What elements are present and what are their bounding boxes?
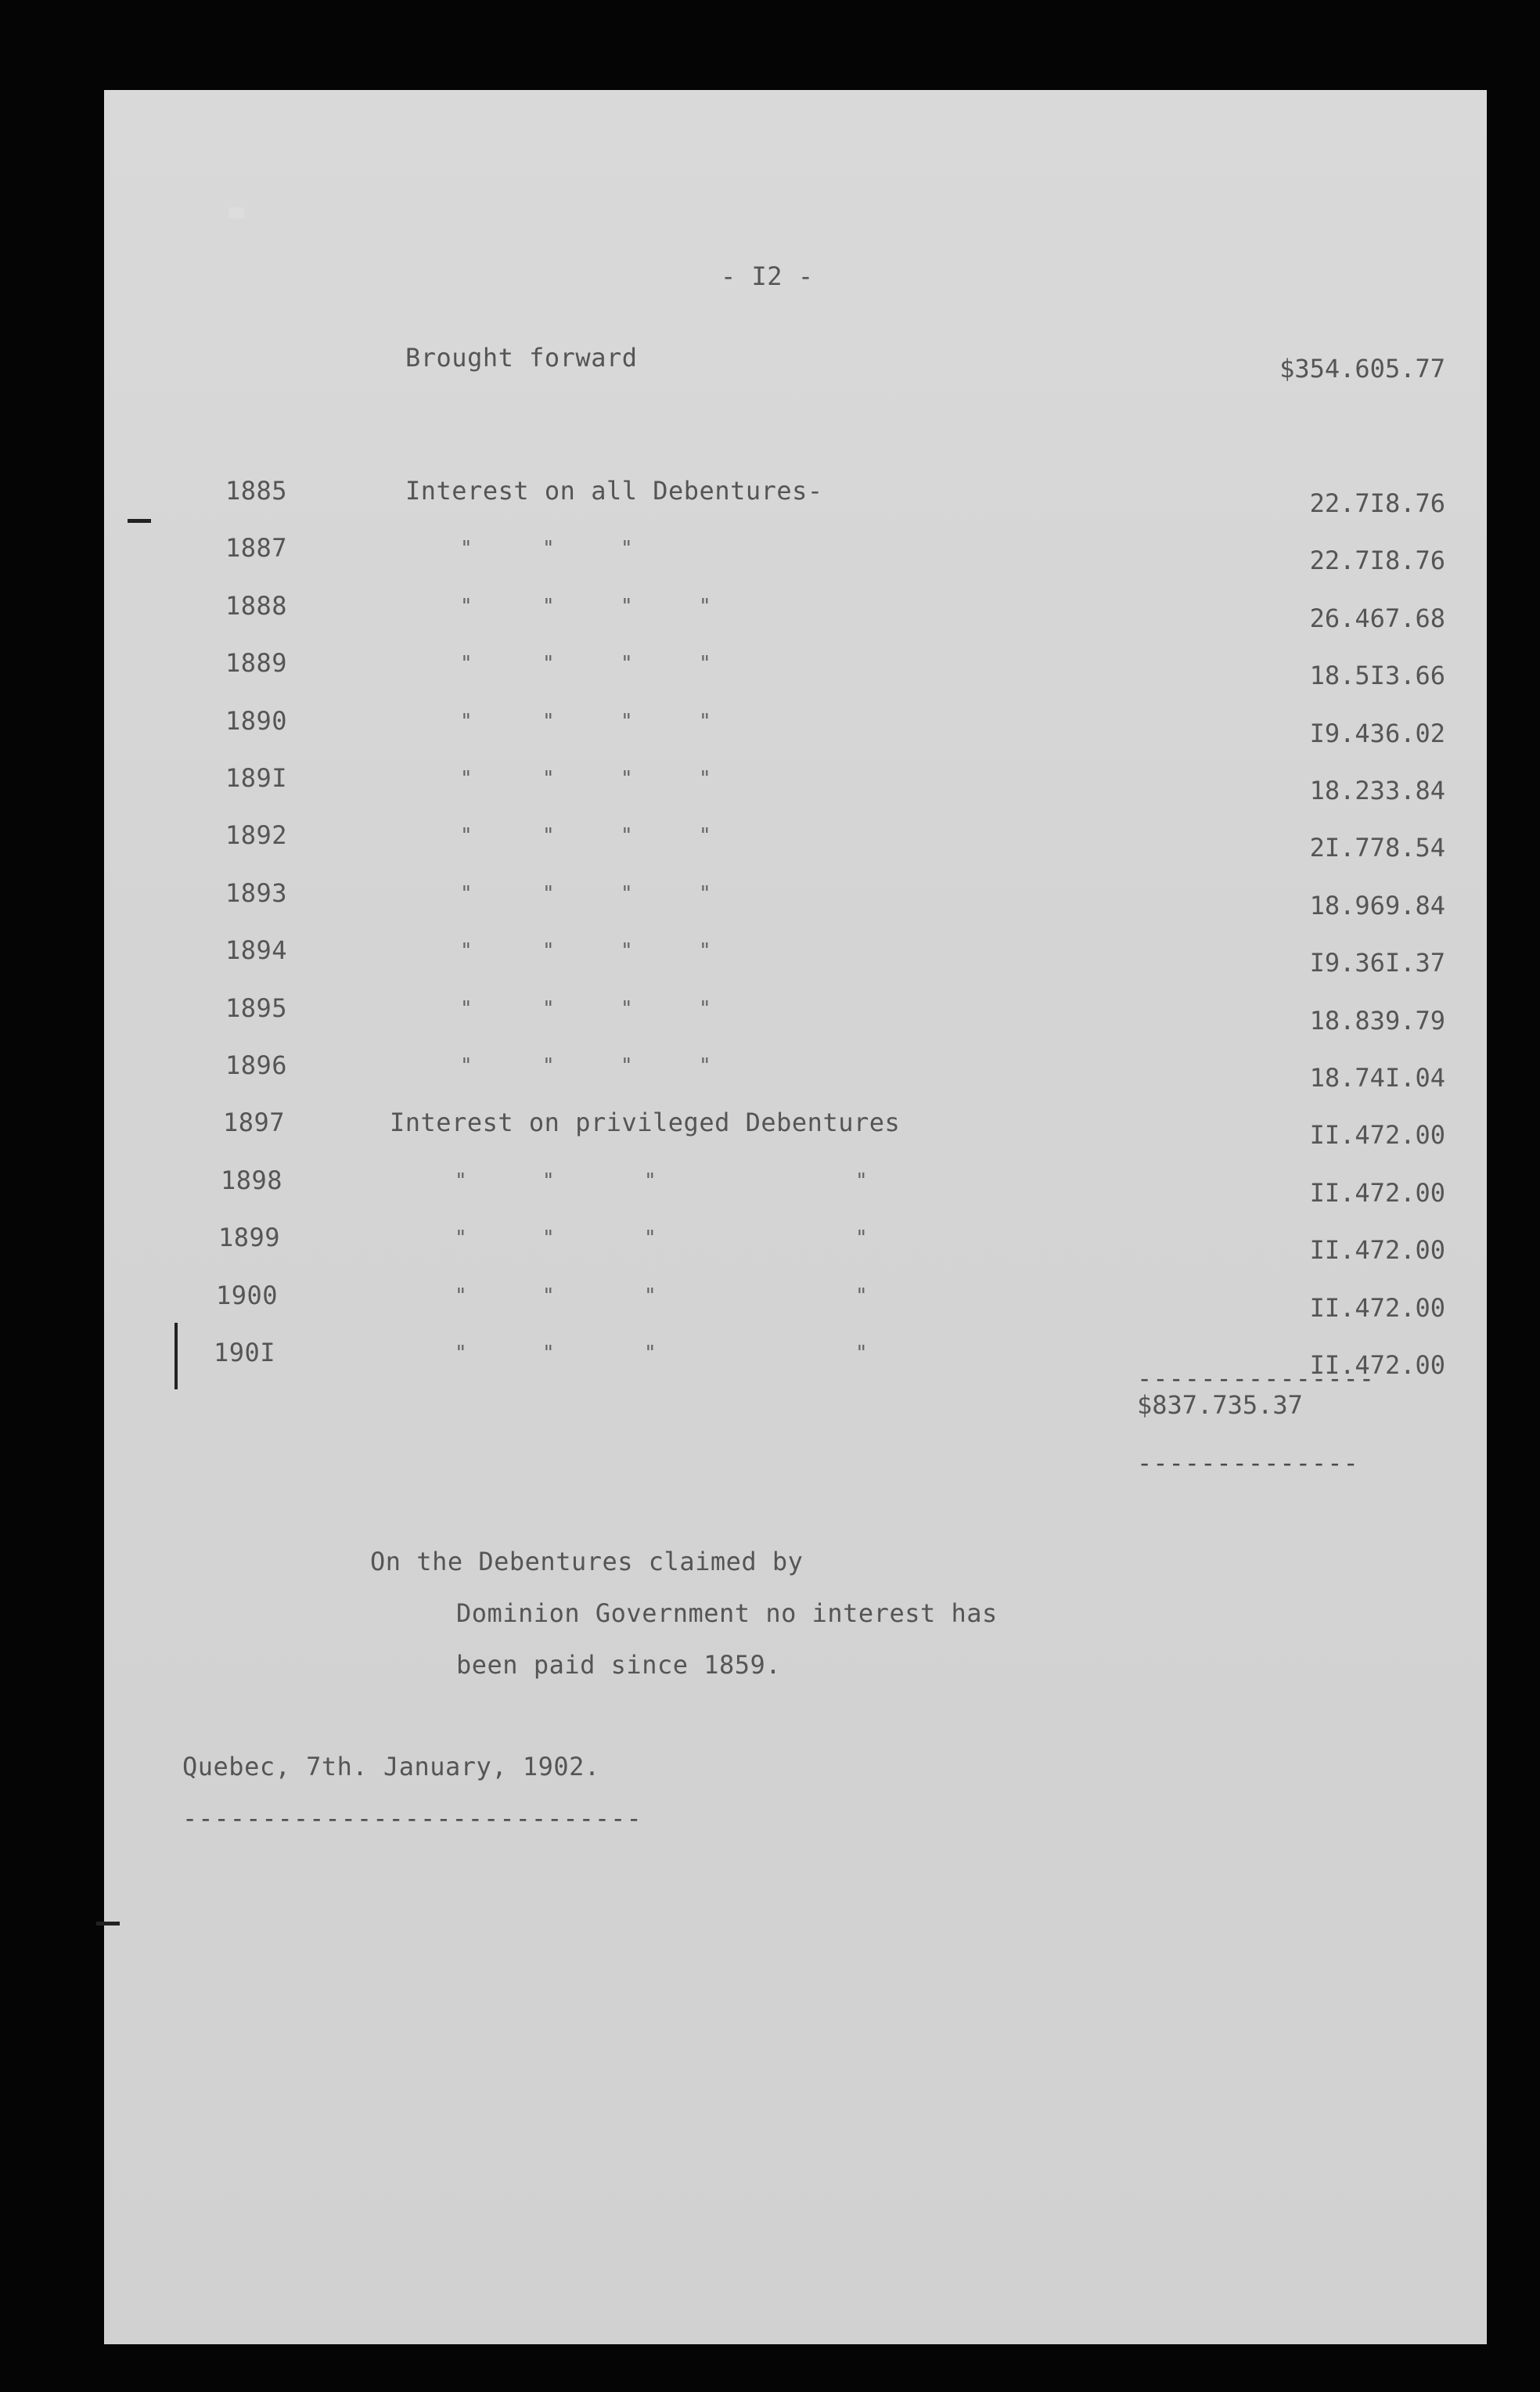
ditto-mark: " <box>621 595 633 618</box>
row-year: 1897 <box>223 1108 286 1137</box>
ditto-mark: " <box>460 652 473 675</box>
ditto-mark: " <box>542 997 555 1021</box>
brought-forward-amount: $354.605.77 <box>1279 354 1445 384</box>
row-amount: 2I.778.54 <box>1309 833 1445 863</box>
row-amount: II.472.00 <box>1309 1293 1445 1323</box>
brought-forward-label: Brought forward <box>405 343 638 373</box>
ditto-mark: " <box>621 710 633 733</box>
row-year: 1888 <box>225 591 288 621</box>
ditto-mark: " <box>455 1284 467 1308</box>
page-number: - I2 - <box>721 261 814 291</box>
ditto-mark: " <box>699 882 711 906</box>
row-amount: 18.5I3.66 <box>1309 661 1445 690</box>
ditto-mark: " <box>699 710 711 733</box>
row-year: 1895 <box>225 993 288 1023</box>
row-amount: 18.74I.04 <box>1309 1063 1445 1093</box>
note-line-2: Dominion Government no interest has <box>456 1598 998 1628</box>
ditto-mark: " <box>460 1054 473 1078</box>
ditto-mark: " <box>542 652 555 675</box>
ditto-mark: " <box>542 1284 555 1308</box>
row-amount: II.472.00 <box>1309 1350 1445 1380</box>
ditto-mark: " <box>542 537 555 560</box>
ditto-mark: " <box>460 824 473 848</box>
row-year: 1898 <box>221 1165 283 1195</box>
ditto-mark: " <box>621 997 633 1021</box>
ditto-mark: " <box>855 1342 868 1365</box>
row-year: 190I <box>214 1338 276 1367</box>
ditto-mark: " <box>699 767 711 791</box>
ditto-mark: " <box>455 1227 467 1250</box>
ditto-mark: " <box>855 1227 868 1250</box>
total-amount: $837.735.37 <box>1137 1390 1303 1420</box>
row-year: 1885 <box>225 476 288 506</box>
ditto-mark: " <box>460 710 473 733</box>
ditto-mark: " <box>460 939 473 963</box>
ditto-mark: " <box>699 997 711 1021</box>
ditto-mark: " <box>699 1054 711 1078</box>
dateline: Quebec, 7th. January, 1902. <box>182 1752 600 1781</box>
note-line-3: been paid since 1859. <box>456 1650 782 1680</box>
row-year: 1896 <box>225 1050 288 1080</box>
ditto-mark: " <box>699 824 711 848</box>
dateline-rule: ----------------------------- <box>182 1803 642 1833</box>
row-amount: 22.7I8.76 <box>1309 546 1445 575</box>
ditto-mark: " <box>542 710 555 733</box>
row-description: Interest on all Debentures- <box>405 476 823 506</box>
row-year: 1894 <box>225 935 288 965</box>
row-year: 1893 <box>225 878 288 908</box>
ditto-mark: " <box>621 767 633 791</box>
ditto-mark: " <box>621 824 633 848</box>
ditto-mark: " <box>621 1054 633 1078</box>
ditto-mark: " <box>455 1169 467 1193</box>
ditto-mark: " <box>699 939 711 963</box>
row-amount: 22.7I8.76 <box>1309 488 1445 518</box>
ditto-mark: " <box>855 1169 868 1193</box>
ditto-mark: " <box>460 595 473 618</box>
ditto-mark: " <box>460 882 473 906</box>
ditto-mark: " <box>644 1169 657 1193</box>
row-year: 1887 <box>225 533 288 563</box>
ditto-mark: " <box>699 595 711 618</box>
row-year: 1900 <box>216 1281 279 1310</box>
row-amount: II.472.00 <box>1309 1235 1445 1265</box>
ditto-mark: " <box>644 1342 657 1365</box>
ditto-mark: " <box>542 882 555 906</box>
ditto-mark: " <box>542 1169 555 1193</box>
edge-mark <box>228 207 244 218</box>
margin-mark <box>175 1323 178 1389</box>
row-year: 1892 <box>225 820 288 850</box>
ditto-mark: " <box>542 767 555 791</box>
row-amount: I9.36I.37 <box>1309 948 1445 978</box>
row-description: Interest on privileged Debentures <box>390 1108 901 1137</box>
ditto-mark: " <box>460 537 473 560</box>
ditto-mark: " <box>542 939 555 963</box>
ditto-mark: " <box>455 1342 467 1365</box>
margin-mark <box>96 1922 120 1925</box>
ditto-mark: " <box>699 652 711 675</box>
row-amount: II.472.00 <box>1309 1178 1445 1208</box>
total-rule-below: -------------- <box>1137 1448 1359 1478</box>
ditto-mark: " <box>460 767 473 791</box>
row-year: 1899 <box>218 1223 281 1252</box>
ditto-mark: " <box>542 1054 555 1078</box>
ditto-mark: " <box>621 652 633 675</box>
ditto-mark: " <box>855 1284 868 1308</box>
row-amount: 26.467.68 <box>1309 603 1445 633</box>
ditto-mark: " <box>542 595 555 618</box>
row-amount: II.472.00 <box>1309 1120 1445 1150</box>
ditto-mark: " <box>621 882 633 906</box>
margin-mark <box>128 519 151 523</box>
document-page <box>104 90 1487 2344</box>
ditto-mark: " <box>542 824 555 848</box>
row-amount: 18.233.84 <box>1309 776 1445 805</box>
ditto-mark: " <box>542 1227 555 1250</box>
note-line-1: On the Debentures claimed by <box>370 1547 804 1576</box>
ditto-mark: " <box>621 537 633 560</box>
row-year: 1890 <box>225 706 288 736</box>
row-amount: 18.839.79 <box>1309 1006 1445 1036</box>
ditto-mark: " <box>621 939 633 963</box>
ditto-mark: " <box>460 997 473 1021</box>
ditto-mark: " <box>644 1284 657 1308</box>
row-amount: 18.969.84 <box>1309 891 1445 920</box>
row-amount: I9.436.02 <box>1309 719 1445 748</box>
total-rule-above: --------------- <box>1137 1364 1375 1393</box>
row-year: 189I <box>225 763 288 793</box>
row-year: 1889 <box>225 648 288 678</box>
ditto-mark: " <box>644 1227 657 1250</box>
ditto-mark: " <box>542 1342 555 1365</box>
